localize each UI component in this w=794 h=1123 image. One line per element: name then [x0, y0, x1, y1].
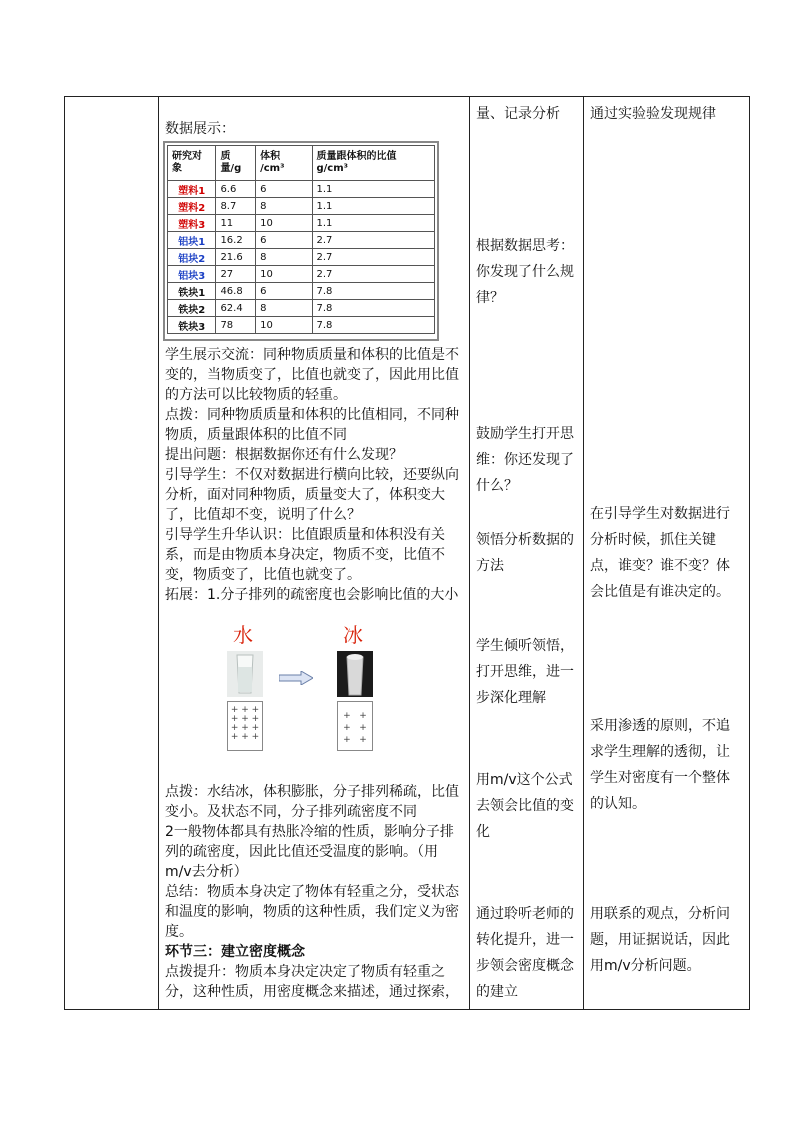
discussion-line: 拓展：1.分子排列的疏密度也会影响比值的大小 — [165, 587, 459, 603]
table-row — [168, 232, 435, 249]
table-row — [168, 266, 435, 283]
ice-label: 冰 — [343, 623, 363, 647]
student-note-5 — [476, 633, 579, 711]
intent-line: 分析时候，抓住关键 — [590, 532, 716, 548]
discussion-line: 点拨：同种物质质量和体积的比值相同，不同种 — [165, 407, 459, 423]
concept-text — [165, 962, 465, 1002]
student-line: 步深化理解 — [476, 690, 546, 706]
section-title: 环节三：建立密度概念 — [165, 944, 305, 960]
student-line: 步领会密度概念 — [476, 958, 574, 974]
student-note-1 — [476, 101, 579, 127]
ratio-cell: 7.8 — [312, 300, 435, 317]
table-row — [168, 249, 435, 266]
student-line: 的建立 — [476, 984, 518, 1000]
data-table — [167, 145, 435, 334]
mass-cell: 8.7 — [216, 198, 256, 215]
volume-cell: 6 — [256, 181, 312, 198]
water-label: 水 — [233, 623, 253, 647]
summary-line: 2一般物体都具有热胀冷缩的性质，影响分子排 — [165, 824, 454, 840]
header-volume: 体积 /cm³ — [256, 146, 312, 181]
summary-line: m/v去分析） — [165, 864, 248, 880]
intent-line: 会比值是有谁决定的。 — [590, 584, 730, 600]
concept-line: 分，这种性质，用密度概念来描述，通过探索， — [165, 984, 459, 1000]
student-line: 方法 — [476, 558, 504, 574]
intent-line: 学生对密度有一个整体 — [590, 770, 730, 786]
sparse-molecule-grid-icon: + + + + + + — [337, 701, 373, 751]
table-row — [168, 317, 435, 334]
student-line: 用m/v这个公式 — [476, 772, 573, 788]
discussion-line: 提出问题：根据数据你还有什么发现？ — [165, 447, 403, 463]
discussion-line: 学生展示交流：同种物质质量和体积的比值是不 — [165, 347, 459, 363]
intent-line: 在引导学生对数据进行 — [590, 506, 730, 522]
concept-line: 点拨提升：物质本身决定决定了物质有轻重之 — [165, 964, 445, 980]
mass-cell: 11 — [216, 215, 256, 232]
table-header-row — [168, 146, 435, 181]
mass-cell: 46.8 — [216, 283, 256, 300]
ratio-cell: 7.8 — [312, 317, 435, 334]
student-note-4 — [476, 527, 579, 579]
student-line: 化 — [476, 824, 490, 840]
intent-line: 题，用证据说话，因此 — [590, 932, 730, 948]
water-ice-illustration — [227, 619, 387, 759]
intent-line: 求学生理解的透彻，让 — [590, 744, 730, 760]
object-cell: 铝块1 — [168, 232, 216, 249]
student-line: 律？ — [476, 290, 504, 306]
student-line: 根据数据思考： — [476, 238, 574, 254]
discussion-line: 物质，质量跟体积的比值不同 — [165, 427, 347, 443]
intent-line: 用m/v分析问题。 — [590, 958, 701, 974]
intent-line: 用联系的观点，分析问 — [590, 906, 730, 922]
summary-line: 度。 — [165, 924, 193, 940]
discussion-line: 变的，当物质变了，比值也就变了，因此用比值 — [165, 367, 459, 383]
ratio-cell: 2.7 — [312, 232, 435, 249]
table-row — [168, 198, 435, 215]
intent-line: 通过实验验发现规律 — [590, 106, 716, 122]
student-line: 你发现了什么规 — [476, 264, 574, 280]
student-line: 去领会比值的变 — [476, 798, 574, 814]
mass-cell: 21.6 — [216, 249, 256, 266]
lesson-table — [64, 96, 750, 1010]
student-line: 领悟分析数据的 — [476, 532, 574, 548]
summary-line: 变小。及状态不同，分子排列疏密度不同 — [165, 804, 417, 820]
student-note-3 — [476, 421, 579, 499]
summary-line: 总结：物质本身决定了物体有轻重之分，受状态 — [165, 884, 459, 900]
student-activity-column — [470, 97, 583, 1009]
volume-cell: 8 — [256, 249, 312, 266]
discussion-line: 分析，面对同种物质，质量变大了，体积变大 — [165, 487, 445, 503]
student-line: 什么？ — [476, 478, 518, 494]
mass-cell: 6.6 — [216, 181, 256, 198]
mass-cell: 27 — [216, 266, 256, 283]
student-line: 维：你还发现了 — [476, 452, 574, 468]
table-row — [168, 215, 435, 232]
discussion-text — [165, 345, 465, 605]
discussion-line: 系，而是由物质本身决定，物质不变，比值不 — [165, 547, 445, 563]
ratio-cell: 1.1 — [312, 181, 435, 198]
object-cell: 塑料2 — [168, 198, 216, 215]
table-row — [168, 283, 435, 300]
design-intent-column — [584, 97, 751, 1009]
volume-cell: 10 — [256, 266, 312, 283]
student-line: 打开思维，进一 — [476, 664, 574, 680]
header-ratio: 质量跟体积的比值 g/cm³ — [312, 146, 435, 181]
table-row — [168, 181, 435, 198]
student-line: 学生倾听领悟， — [476, 638, 574, 654]
object-cell: 塑料3 — [168, 215, 216, 232]
ratio-cell: 2.7 — [312, 266, 435, 283]
teacher-activity-column — [159, 97, 469, 1009]
student-line: 鼓励学生打开思 — [476, 426, 574, 442]
object-cell: 铝块2 — [168, 249, 216, 266]
discussion-line: 了，比值却不变，说明了什么？ — [165, 507, 361, 523]
student-note-2 — [476, 233, 579, 311]
ratio-cell: 1.1 — [312, 215, 435, 232]
intent-line: 点，谁变？谁不变？体 — [590, 558, 730, 574]
intent-note-3 — [590, 713, 747, 817]
mass-cell: 16.2 — [216, 232, 256, 249]
discussion-line: 引导学生升华认识：比值跟质量和体积没有关 — [165, 527, 445, 543]
summary-line: 列的疏密度，因此比值还受温度的影响。（用 — [165, 844, 438, 860]
arrow-right-icon — [279, 671, 313, 685]
data-heading: 数据展示： — [165, 121, 235, 137]
volume-cell: 6 — [256, 232, 312, 249]
discussion-line: 引导学生：不仅对数据进行横向比较，还要纵向 — [165, 467, 459, 483]
header-object: 研究对象 — [168, 146, 216, 181]
intent-line: 的认知。 — [590, 796, 646, 812]
mass-cell: 78 — [216, 317, 256, 334]
header-mass: 质量/g — [216, 146, 256, 181]
discussion-line: 变，物质变了，比值也就变了。 — [165, 567, 361, 583]
discussion-line: 的方法可以比较物质的轻重。 — [165, 387, 347, 403]
volume-cell: 8 — [256, 198, 312, 215]
water-glass-icon — [227, 651, 263, 697]
object-cell: 塑料1 — [168, 181, 216, 198]
summary-line: 点拨：水结冰，体积膨胀，分子排列稀疏，比值 — [165, 784, 459, 800]
dense-molecule-grid-icon: + + + + + + + + + + + + — [227, 701, 263, 751]
student-line: 量、记录分析 — [476, 106, 560, 122]
ratio-cell: 7.8 — [312, 283, 435, 300]
intent-line: 采用渗透的原则，不追 — [590, 718, 730, 734]
object-cell: 铁块3 — [168, 317, 216, 334]
summary-line: 和温度的影响，物质的这种性质，我们定义为密 — [165, 904, 459, 920]
intent-note-2 — [590, 501, 747, 605]
intent-note-4 — [590, 901, 747, 979]
object-cell: 铁块2 — [168, 300, 216, 317]
ratio-cell: 2.7 — [312, 249, 435, 266]
volume-cell: 10 — [256, 317, 312, 334]
student-note-7 — [476, 901, 579, 1005]
ice-glass-icon — [337, 651, 373, 697]
volume-cell: 8 — [256, 300, 312, 317]
volume-cell: 6 — [256, 283, 312, 300]
mass-cell: 62.4 — [216, 300, 256, 317]
intent-note-1 — [590, 101, 747, 127]
object-cell: 铝块3 — [168, 266, 216, 283]
student-note-6 — [476, 767, 579, 845]
object-cell: 铁块1 — [168, 283, 216, 300]
student-line: 转化提升，进一 — [476, 932, 574, 948]
summary-text — [165, 782, 465, 942]
ratio-cell: 1.1 — [312, 198, 435, 215]
student-line: 通过聆听老师的 — [476, 906, 574, 922]
table-row — [168, 300, 435, 317]
volume-cell: 10 — [256, 215, 312, 232]
